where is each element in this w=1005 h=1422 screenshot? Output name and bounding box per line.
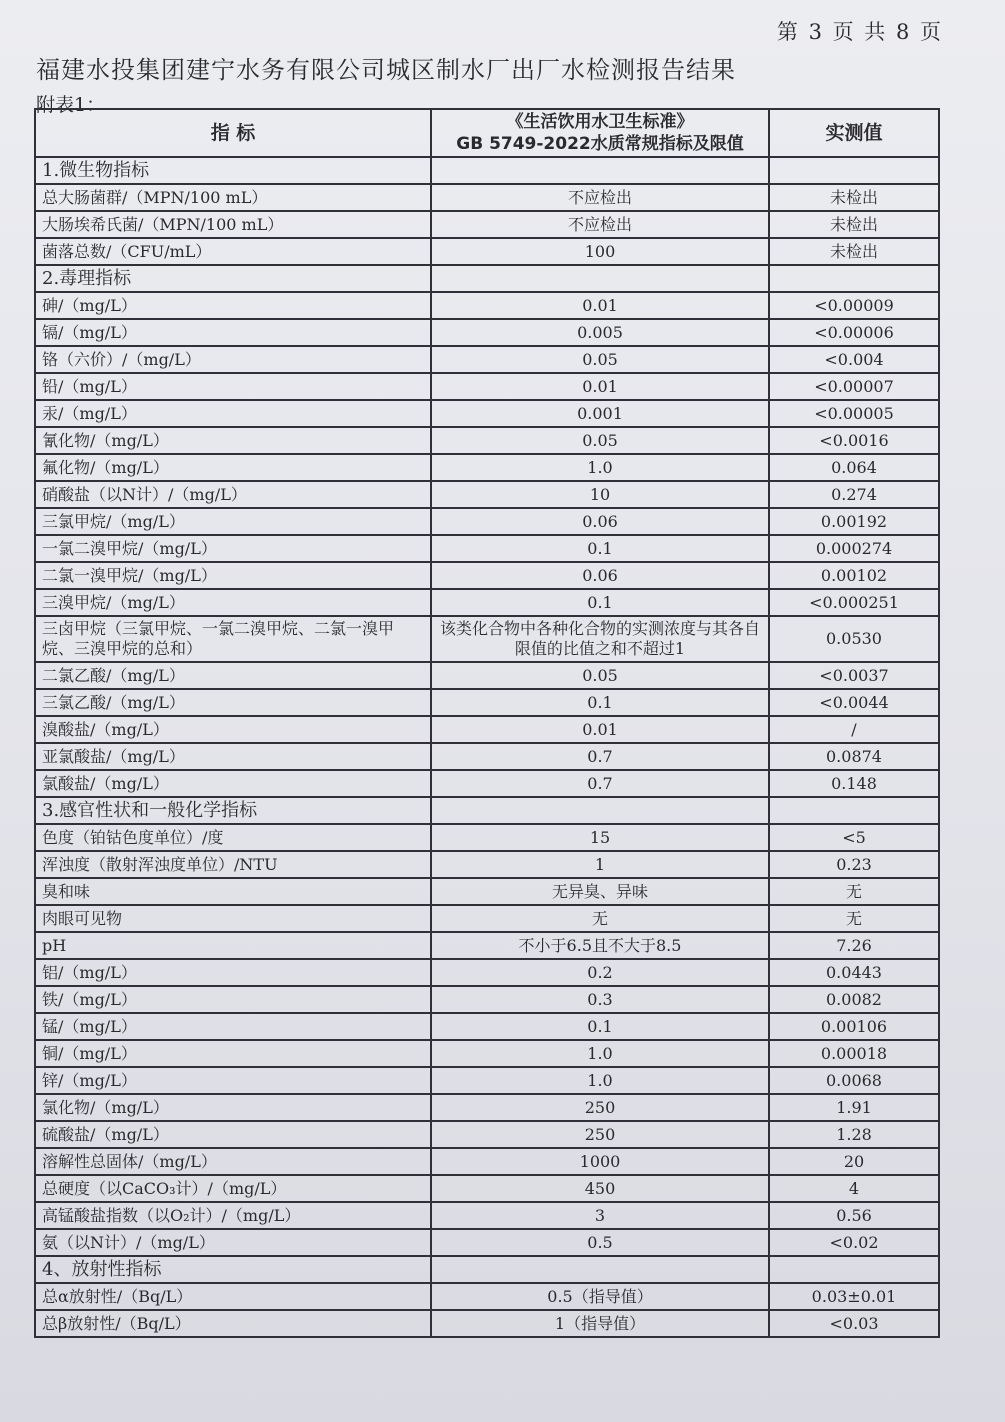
- measured-value: <0.00006: [769, 319, 939, 346]
- standard-limit: 0.1: [431, 535, 769, 562]
- measured-value: <0.000251: [769, 589, 939, 616]
- measured-value: <0.00005: [769, 400, 939, 427]
- section-empty-cell: [431, 265, 769, 292]
- indicator-name: 溴酸盐/（mg/L）: [35, 716, 431, 743]
- indicator-name: 三溴甲烷/（mg/L）: [35, 589, 431, 616]
- measured-value: <0.03: [769, 1310, 939, 1337]
- indicator-name: 锌/（mg/L）: [35, 1067, 431, 1094]
- standard-limit: 0.06: [431, 562, 769, 589]
- standard-limit: 450: [431, 1175, 769, 1202]
- measured-value: 1.28: [769, 1121, 939, 1148]
- measured-value: 0.00192: [769, 508, 939, 535]
- table-row: [35, 292, 939, 319]
- standard-limit: 1000: [431, 1148, 769, 1175]
- table-row: [35, 824, 939, 851]
- table-row: [35, 905, 939, 932]
- measured-value: <0.004: [769, 346, 939, 373]
- measured-value: 0.23: [769, 851, 939, 878]
- standard-limit: 0.005: [431, 319, 769, 346]
- measured-value: /: [769, 716, 939, 743]
- section-empty-cell: [769, 797, 939, 824]
- standard-limit: 0.2: [431, 959, 769, 986]
- table-row: [35, 1067, 939, 1094]
- indicator-name: 二氯一溴甲烷/（mg/L）: [35, 562, 431, 589]
- table-row: [35, 562, 939, 589]
- indicator-name: 镉/（mg/L）: [35, 319, 431, 346]
- standard-limit: 0.5: [431, 1229, 769, 1256]
- section-row: [35, 1256, 939, 1283]
- section-row: [35, 157, 939, 184]
- table-row: [35, 535, 939, 562]
- measured-value: 0.0082: [769, 986, 939, 1013]
- indicator-name: 总β放射性/（Bq/L）: [35, 1310, 431, 1337]
- table-row: [35, 851, 939, 878]
- measured-value: 0.03±0.01: [769, 1283, 939, 1310]
- standard-limit: 0.001: [431, 400, 769, 427]
- table-row: [35, 1310, 939, 1337]
- standard-limit: 0.7: [431, 770, 769, 797]
- table-row: [35, 743, 939, 770]
- measured-value: <0.02: [769, 1229, 939, 1256]
- standard-limit: 0.1: [431, 689, 769, 716]
- standard-limit: 100: [431, 238, 769, 265]
- table-row: [35, 238, 939, 265]
- indicator-name: 汞/（mg/L）: [35, 400, 431, 427]
- header-indicator: 指 标: [35, 109, 431, 157]
- standard-limit: 不应检出: [431, 211, 769, 238]
- measured-value: 0.00102: [769, 562, 939, 589]
- indicator-name: 亚氯酸盐/（mg/L）: [35, 743, 431, 770]
- appendix-label: 附表1：: [36, 94, 106, 116]
- measured-value: 未检出: [769, 184, 939, 211]
- standard-limit: 0.05: [431, 427, 769, 454]
- standard-limit: 0.01: [431, 716, 769, 743]
- table-row: [35, 1229, 939, 1256]
- indicator-name: 二氯乙酸/（mg/L）: [35, 662, 431, 689]
- table-header-row: [35, 109, 939, 157]
- measured-value: <0.0044: [769, 689, 939, 716]
- section-empty-cell: [769, 1256, 939, 1283]
- table-row: [35, 589, 939, 616]
- indicator-name: 总硬度（以CaCO₃计）/（mg/L）: [35, 1175, 431, 1202]
- table-row: [35, 427, 939, 454]
- indicator-name: pH: [35, 932, 431, 959]
- measured-value: 0.56: [769, 1202, 939, 1229]
- indicator-name: 铜/（mg/L）: [35, 1040, 431, 1067]
- table-row: [35, 508, 939, 535]
- standard-limit: 10: [431, 481, 769, 508]
- header-standard-line2: GB 5749-2022水质常规指标及限值: [456, 134, 744, 154]
- table-row: [35, 454, 939, 481]
- measured-value: <5: [769, 824, 939, 851]
- measured-value: 4: [769, 1175, 939, 1202]
- measured-value: <0.0016: [769, 427, 939, 454]
- standard-limit: 0.3: [431, 986, 769, 1013]
- indicator-name: 溶解性总固体/（mg/L）: [35, 1148, 431, 1175]
- indicator-name: 三氯乙酸/（mg/L）: [35, 689, 431, 716]
- standard-limit: 1.0: [431, 454, 769, 481]
- indicator-name: 色度（铂钴色度单位）/度: [35, 824, 431, 851]
- indicator-name: 臭和味: [35, 878, 431, 905]
- standard-limit: 1.0: [431, 1067, 769, 1094]
- measured-value: 无: [769, 878, 939, 905]
- indicator-name: 锰/（mg/L）: [35, 1013, 431, 1040]
- indicator-name: 氯化物/（mg/L）: [35, 1094, 431, 1121]
- indicator-name: 铬（六价）/（mg/L）: [35, 346, 431, 373]
- table-body: [35, 157, 939, 1337]
- indicator-name: 总α放射性/（Bq/L）: [35, 1283, 431, 1310]
- measured-value: 0.0874: [769, 743, 939, 770]
- section-row: [35, 265, 939, 292]
- section-title: 2.毒理指标: [35, 265, 431, 292]
- measured-value: 7.26: [769, 932, 939, 959]
- table-row: [35, 1202, 939, 1229]
- measured-value: <0.0037: [769, 662, 939, 689]
- standard-limit: 0.7: [431, 743, 769, 770]
- table-row: [35, 959, 939, 986]
- report-title: 福建水投集团建宁水务有限公司城区制水厂出厂水检测报告结果: [36, 56, 736, 84]
- section-empty-cell: [431, 1256, 769, 1283]
- table-row: [35, 481, 939, 508]
- table-row: [35, 1013, 939, 1040]
- standard-limit: 无异臭、异味: [431, 878, 769, 905]
- standard-limit: 0.05: [431, 662, 769, 689]
- standard-limit: 250: [431, 1094, 769, 1121]
- standard-limit: 无: [431, 905, 769, 932]
- standard-limit: 0.1: [431, 589, 769, 616]
- table-row: [35, 1094, 939, 1121]
- indicator-name: 一氯二溴甲烷/（mg/L）: [35, 535, 431, 562]
- page-number: 第 3 页 共 8 页: [776, 20, 943, 44]
- indicator-name: 高锰酸盐指数（以O₂计）/（mg/L）: [35, 1202, 431, 1229]
- section-empty-cell: [431, 797, 769, 824]
- standard-limit: 15: [431, 824, 769, 851]
- measured-value: 0.148: [769, 770, 939, 797]
- measured-value: 0.0068: [769, 1067, 939, 1094]
- table-row: [35, 932, 939, 959]
- table-row: [35, 1175, 939, 1202]
- table-row: [35, 319, 939, 346]
- table-row: [35, 716, 939, 743]
- measured-value: <0.00009: [769, 292, 939, 319]
- measured-value: 无: [769, 905, 939, 932]
- header-measured: 实测值: [769, 109, 939, 157]
- indicator-name: 三卤甲烷（三氯甲烷、一氯二溴甲烷、二氯一溴甲烷、三溴甲烷的总和）: [35, 616, 431, 662]
- standard-limit: 0.05: [431, 346, 769, 373]
- standard-limit: 不小于6.5且不大于8.5: [431, 932, 769, 959]
- indicator-name: 铁/（mg/L）: [35, 986, 431, 1013]
- indicator-name: 大肠埃希氏菌/（MPN/100 mL）: [35, 211, 431, 238]
- section-title: 3.感官性状和一般化学指标: [35, 797, 431, 824]
- indicator-name: 氰化物/（mg/L）: [35, 427, 431, 454]
- measured-value: <0.00007: [769, 373, 939, 400]
- indicator-name: 硫酸盐/（mg/L）: [35, 1121, 431, 1148]
- table-row: [35, 770, 939, 797]
- table-row: [35, 616, 939, 662]
- measured-value: 0.00018: [769, 1040, 939, 1067]
- measured-value: 未检出: [769, 211, 939, 238]
- indicator-name: 氯酸盐/（mg/L）: [35, 770, 431, 797]
- standard-limit: 1（指导值）: [431, 1310, 769, 1337]
- standard-limit: 0.5（指导值）: [431, 1283, 769, 1310]
- standard-limit: 不应检出: [431, 184, 769, 211]
- measured-value: 0.064: [769, 454, 939, 481]
- results-table: [34, 108, 940, 1338]
- measured-value: 未检出: [769, 238, 939, 265]
- table-row: [35, 211, 939, 238]
- indicator-name: 总大肠菌群/（MPN/100 mL）: [35, 184, 431, 211]
- measured-value: 0.0443: [769, 959, 939, 986]
- header-standard-line1: 《生活饮用水卫生标准》: [506, 112, 694, 132]
- indicator-name: 氨（以N计）/（mg/L）: [35, 1229, 431, 1256]
- measured-value: 0.274: [769, 481, 939, 508]
- indicator-name: 浑浊度（散射浑浊度单位）/NTU: [35, 851, 431, 878]
- indicator-name: 铝/（mg/L）: [35, 959, 431, 986]
- table-row: [35, 346, 939, 373]
- table-row: [35, 1040, 939, 1067]
- standard-limit: 0.1: [431, 1013, 769, 1040]
- standard-limit: 1: [431, 851, 769, 878]
- standard-limit: 0.01: [431, 373, 769, 400]
- table-row: [35, 373, 939, 400]
- standard-limit: 该类化合物中各种化合物的实测浓度与其各自限值的比值之和不超过1: [431, 616, 769, 662]
- indicator-name: 三氯甲烷/（mg/L）: [35, 508, 431, 535]
- table-row: [35, 986, 939, 1013]
- indicator-name: 砷/（mg/L）: [35, 292, 431, 319]
- standard-limit: 3: [431, 1202, 769, 1229]
- standard-limit: 250: [431, 1121, 769, 1148]
- table-row: [35, 689, 939, 716]
- indicator-name: 硝酸盐（以N计）/（mg/L）: [35, 481, 431, 508]
- measured-value: 20: [769, 1148, 939, 1175]
- header-standard: [431, 109, 769, 157]
- table-row: [35, 184, 939, 211]
- table-row: [35, 400, 939, 427]
- table-row: [35, 1121, 939, 1148]
- measured-value: 0.000274: [769, 535, 939, 562]
- indicator-name: 氟化物/（mg/L）: [35, 454, 431, 481]
- indicator-name: 菌落总数/（CFU/mL）: [35, 238, 431, 265]
- standard-limit: 0.01: [431, 292, 769, 319]
- section-title: 4、放射性指标: [35, 1256, 431, 1283]
- standard-limit: 0.06: [431, 508, 769, 535]
- table-row: [35, 1283, 939, 1310]
- indicator-name: 肉眼可见物: [35, 905, 431, 932]
- section-empty-cell: [769, 157, 939, 184]
- section-empty-cell: [769, 265, 939, 292]
- table-row: [35, 878, 939, 905]
- section-row: [35, 797, 939, 824]
- indicator-name: 铅/（mg/L）: [35, 373, 431, 400]
- measured-value: 0.00106: [769, 1013, 939, 1040]
- section-empty-cell: [431, 157, 769, 184]
- table-row: [35, 662, 939, 689]
- standard-limit: 1.0: [431, 1040, 769, 1067]
- measured-value: 0.0530: [769, 616, 939, 662]
- table-row: [35, 1148, 939, 1175]
- measured-value: 1.91: [769, 1094, 939, 1121]
- section-title: 1.微生物指标: [35, 157, 431, 184]
